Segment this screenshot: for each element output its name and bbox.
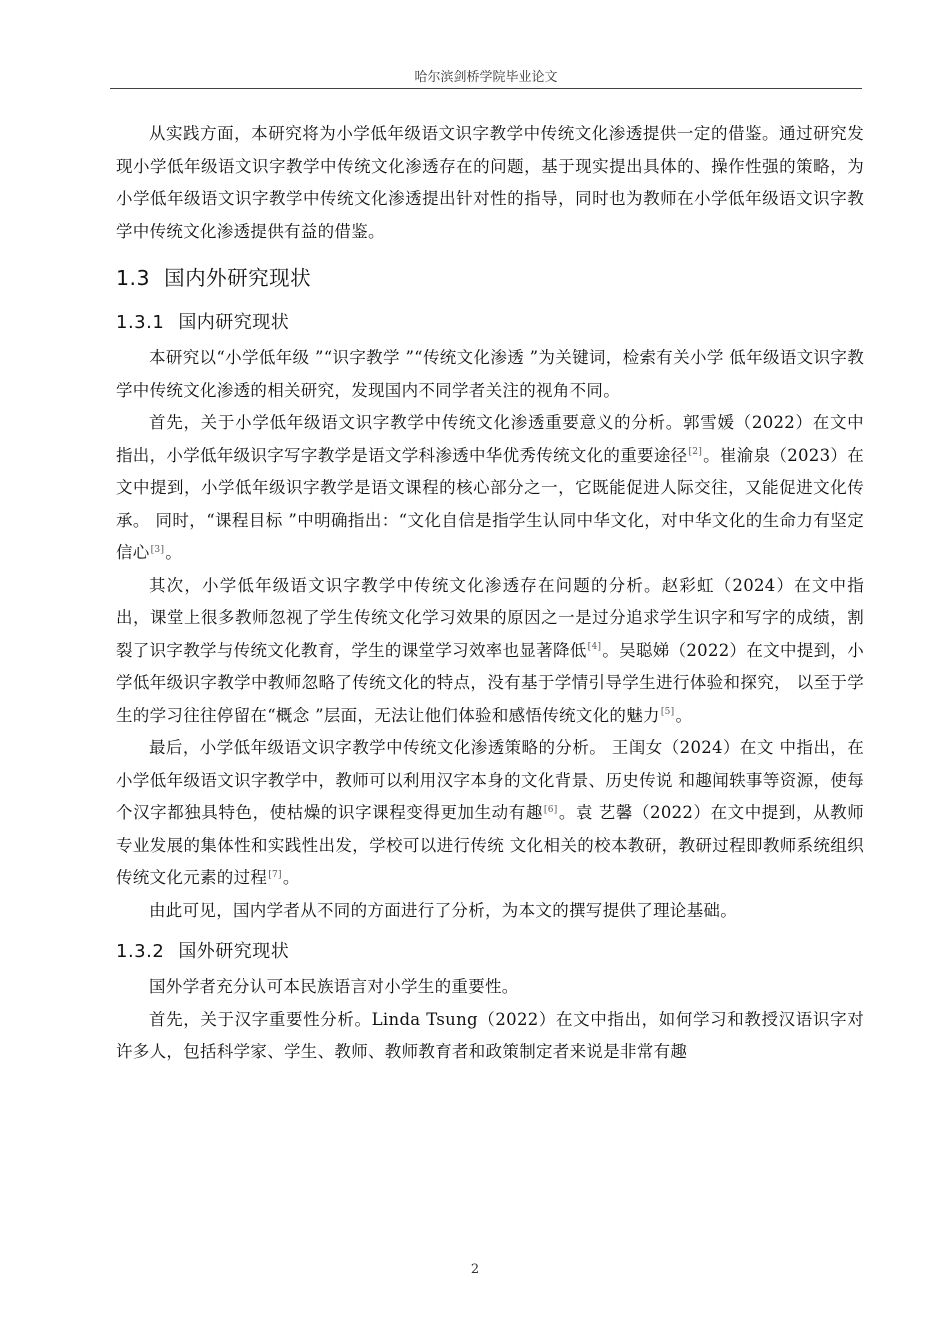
paragraph-text: 最后，小学低年级语文识字教学中传统文化渗透策略的分析。 王闺女（2024）在文 中指出，在小学低年级语文识字教学中，教师可以利用汉字本身的文化背景、历史传说 和趣闻轶事等资源，使每个汉字都独具特色，使枯燥的识字课程变得更加生动有趣: [116, 738, 864, 822]
paragraph-domestic-significance: [116, 407, 864, 570]
subsection-title: 国外研究现状: [178, 941, 290, 962]
citation-6: [6]: [543, 804, 558, 815]
citation-4: [4]: [587, 642, 602, 652]
section-title: 国内外研究现状: [164, 266, 312, 290]
subsection-title: 国内研究现状: [178, 312, 290, 333]
paragraph-text: 。: [165, 543, 183, 562]
paragraph-domestic-intro: 本研究以“小学低年级 ”“识字教学 ”“传统文化渗透 ”为关键词，检索有关小学 低年级语文识字教学中传统文化渗透的相关研究，发现国内不同学者关注的视角不同。: [116, 348, 864, 400]
subsection-heading-1-3-1: [116, 306, 864, 340]
paragraph-domestic-problems: [116, 570, 864, 733]
header-rule: [110, 88, 862, 89]
paragraph-foreign-importance: 首先，关于汉字重要性分析。Linda Tsung（2022）在文中指出，如何学习和教授汉语识字对许多人，包括科学家、学生、教师、教师教育者和政策制定者来说是非常有趣: [116, 1009, 864, 1061]
section-heading-1-3: [116, 258, 864, 298]
page-number: 2: [470, 1262, 480, 1277]
paragraph-text: 。袁 艺馨（2022）在文中提到，从教师专业发展的集体性和实践性出发，学校可以进行传统 文化相关的校本教研，教研过程即教师系统组织传统文化元素的过程: [116, 803, 864, 887]
paragraph-text: 。: [282, 868, 300, 887]
section-number: 1.3: [116, 266, 151, 290]
running-header: 哈尔滨剑桥学院毕业论文: [414, 70, 558, 85]
citation-2: [2]: [688, 447, 703, 457]
paragraph-text: 。: [675, 705, 693, 725]
subsection-number: 1.3.2: [116, 941, 165, 962]
paragraph-text: 其次，小学低年级语文识字教学中传统文化渗透存在问题的分析。赵彩虹（2024）在文中指出，课堂上很多教师忽视了学生传统文化学习效果的原因之一是过分追求学生识字和写字的成绩，割裂了识字教学与传统文化教育，学生的课堂学习效率也显著降低: [116, 575, 864, 660]
subsection-heading-1-3-2: [116, 935, 864, 969]
citation-3: [3]: [150, 544, 165, 555]
paragraph-text: 。崔渝泉（2023）在文中提到，小学低年级识字教学是语文课程的核心部分之一，它既能促进人际交往，又能促进文化传承。 同时，“课程目标 ”中明确指出：“文化自信是指学生认同中华文化，对中华文化的生命力有坚定信心: [116, 445, 864, 562]
paragraph-domestic-summary: 由此可见，国内学者从不同的方面进行了分析，为本文的撰写提供了理论基础。: [149, 900, 737, 920]
paragraph-foreign-intro: 国外学者充分认可本民族语言对小学生的重要性。: [149, 977, 519, 996]
paragraph-practical-significance: 从实践方面，本研究将为小学低年级语文识字教学中传统文化渗透提供一定的借鉴。通过研究发现小学低年级语文识字教学中传统文化渗透存在的问题，基于现实提出具体的、操作性强的策略，为小学低年级语文识字教学中传统文化渗透提出针对性的指导，同时也为教师在小学低年级语文识字教学中传统文化渗透提供有益的借鉴。: [116, 124, 864, 241]
paragraph-text: 。吴聪娣（2022）在文中提到，小学低年级识字教学中教师忽略了传统文化的特点，没有基于学情引导学生进行体验和探究， 以至于学生的学习往往停留在“概念 ”层面，无法让他们体验和感悟传统文化的魅力: [116, 640, 865, 725]
paragraph-domestic-strategies: [116, 732, 864, 895]
subsection-number: 1.3.1: [116, 312, 165, 333]
citation-7: [7]: [268, 869, 282, 880]
document-body: [116, 118, 864, 1069]
citation-5: [5]: [660, 707, 675, 717]
paragraph-text: 首先，关于小学低年级语文识字教学中传统文化渗透重要意义的分析。郭雪媛（2022）在文中指出，小学低年级识字写字教学是语文学科渗透中华优秀传统文化的重要途径: [116, 413, 864, 465]
